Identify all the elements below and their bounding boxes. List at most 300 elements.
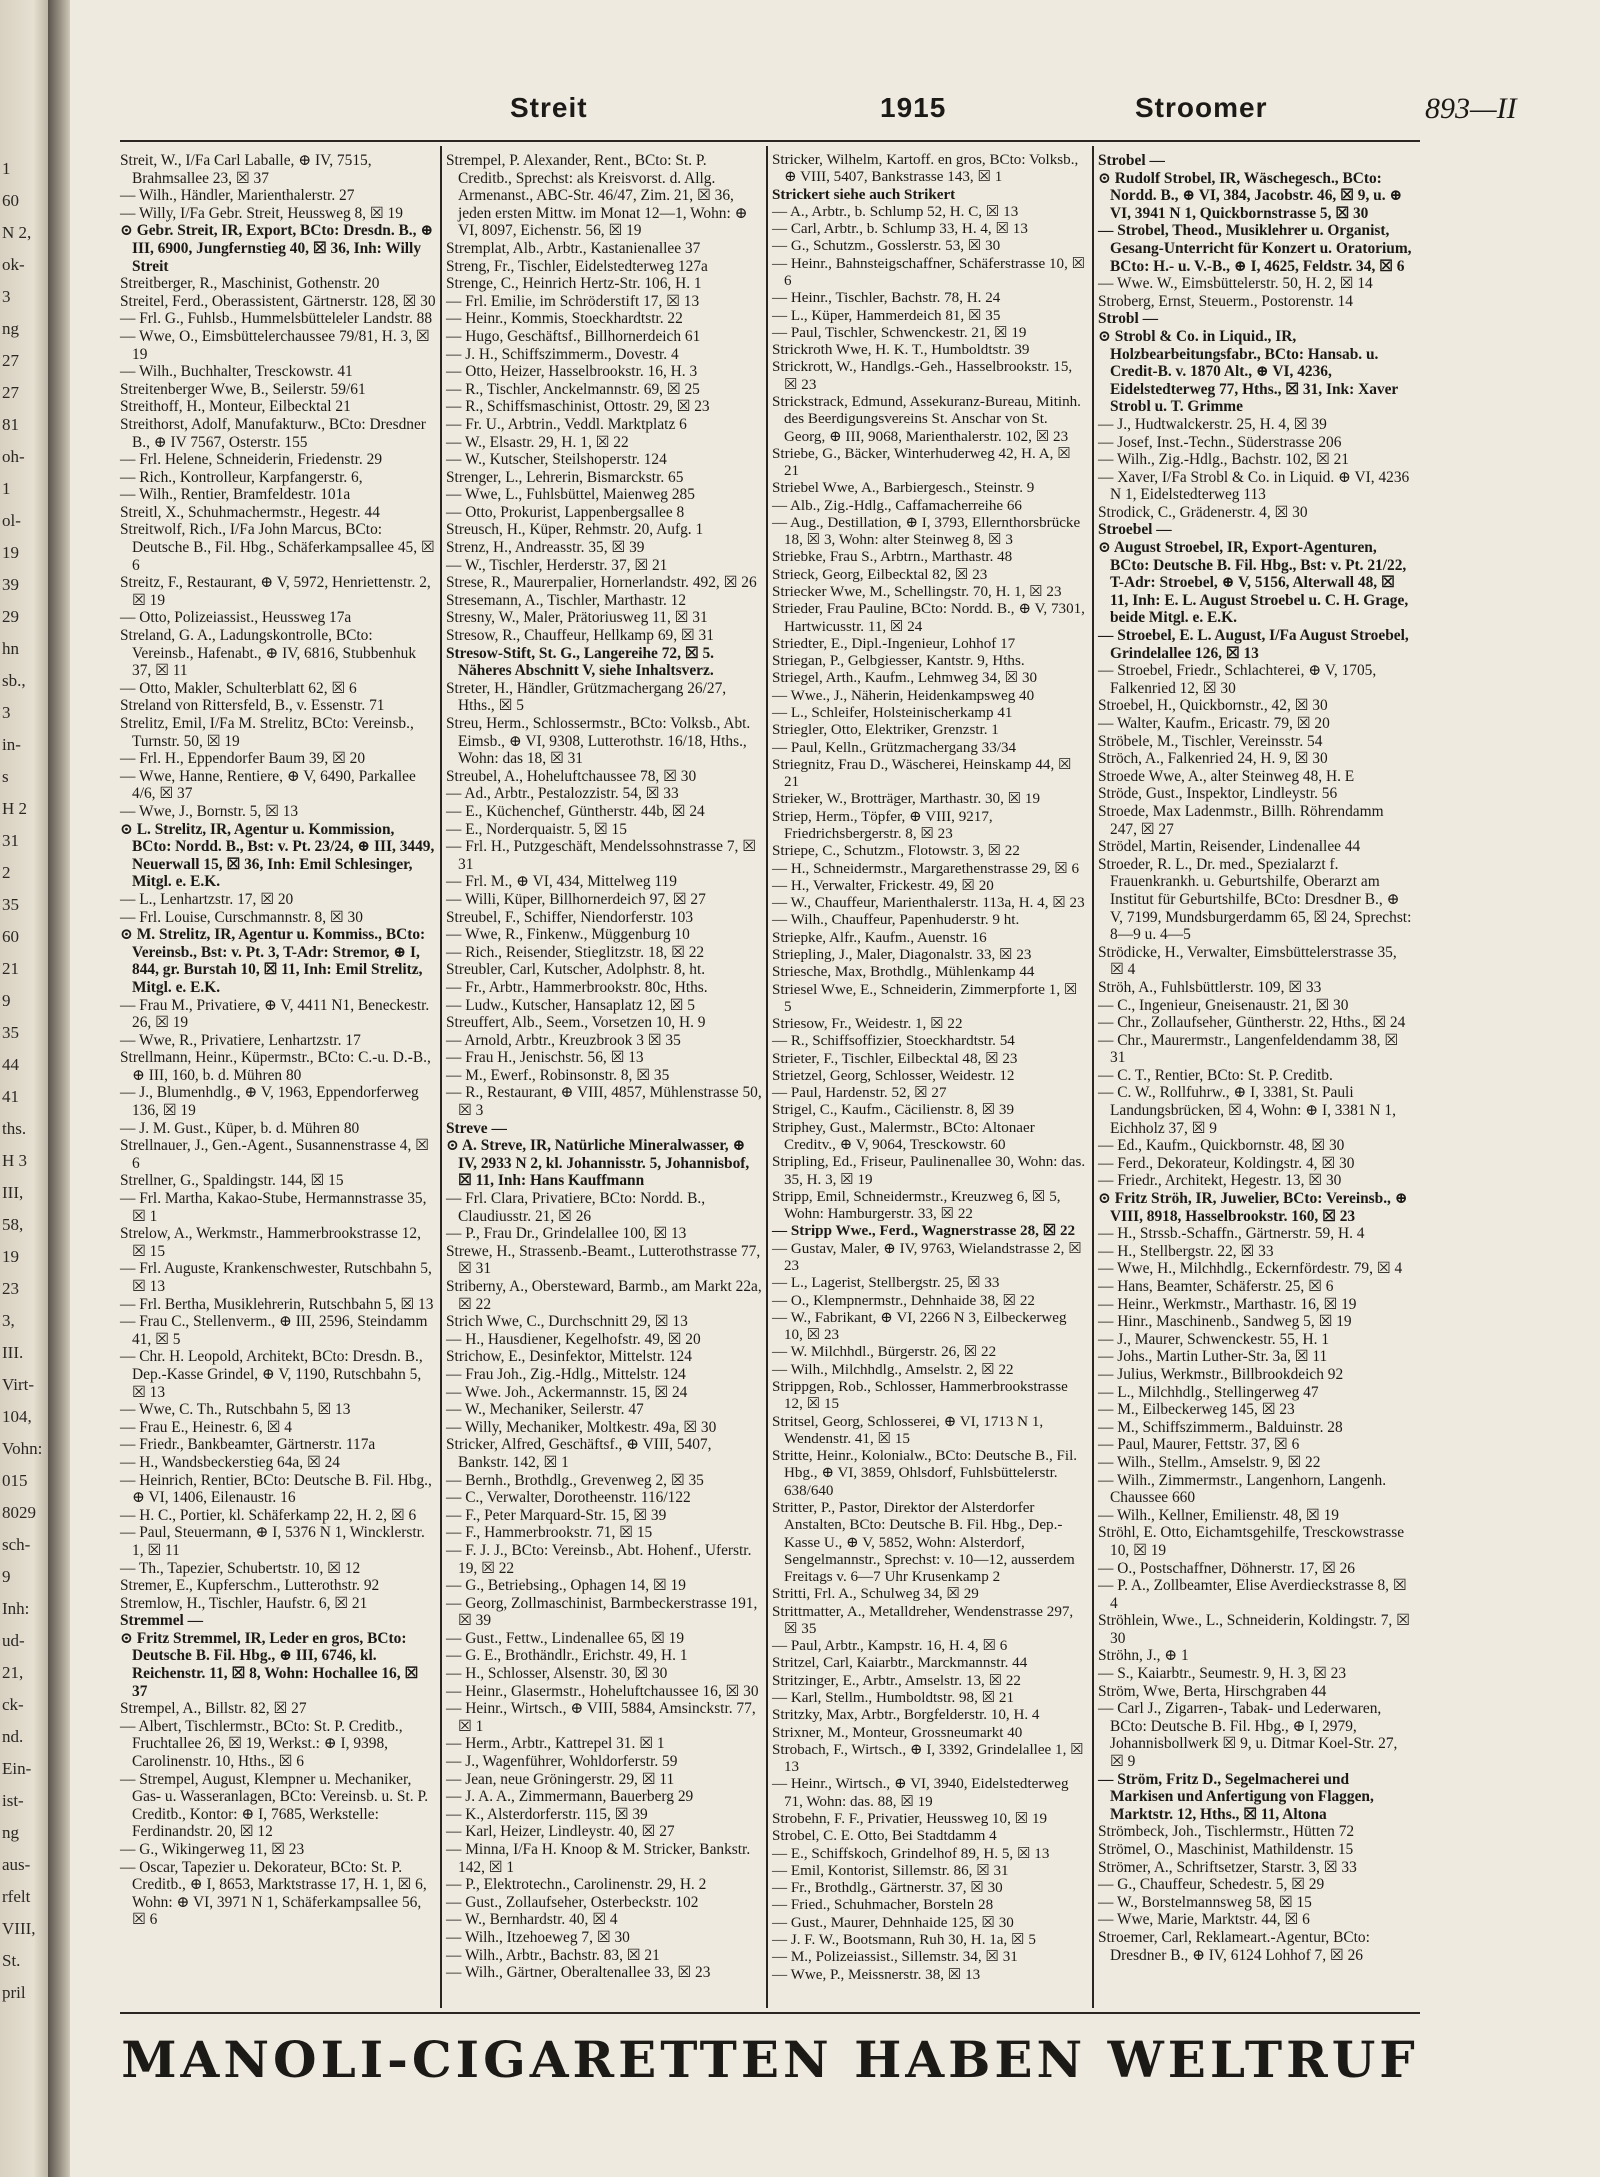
directory-entry: — Heinr., Tischler, Bachstr. 78, H. 24 xyxy=(772,290,1001,307)
column-rule-3 xyxy=(1092,146,1094,2008)
directory-entry: Strewe, H., Strassenb.-Beamt., Lutterothstrasse 77, ☒ 31 xyxy=(446,1242,761,1278)
directory-entry: — Ed., Kaufm., Quickbornstr. 48, ☒ 30 xyxy=(1098,1137,1345,1155)
previous-page-fragment: ok- xyxy=(2,255,25,274)
directory-entry: Strenge, C., Heinrich Hertz-Str. 106, H. 1 xyxy=(446,275,702,293)
directory-entry: — J. M. Gust., Küper, b. d. Mühren 80 xyxy=(120,1119,360,1137)
directory-entry: — Frl. Helene, Schneiderin, Friedenstr. 29 xyxy=(120,451,383,469)
previous-page-fragment: 27 xyxy=(2,383,19,402)
directory-entry: Stripp, Emil, Schneidermstr., Kreuzweg 6, ☒ 5, Wohn: Hamburgerstr. 33, ☒ 22 xyxy=(772,1188,1061,1223)
previous-page-fragment: 60 xyxy=(2,927,19,946)
directory-entry: — Paul, Steuermann, ⊕ I, 5376 N 1, Wincklerstr. 1, ☒ 11 xyxy=(120,1524,425,1559)
directory-entry: — Oscar, Tapezier u. Dekorateur, BCto: St. P. Creditb., ⊕ I, 8653, Marktstrasse 17, H. 1, ☒ 6, Wohn: ⊕ VI, 3971 N 1, Schäferkampsallee 56, ☒ 6 xyxy=(120,1858,427,1929)
directory-entry: — Willy, I/Fa Gebr. Streit, Heussweg 8, ☒ 19 xyxy=(120,204,403,222)
directory-entry: — R., Restaurant, ⊕ VIII, 4857, Mühlenstrasse 50, ☒ 3 xyxy=(446,1084,762,1120)
directory-entry: — F., Hammerbrookstr. 71, ☒ 15 xyxy=(446,1524,653,1542)
directory-entry: Strempel, A., Billstr. 82, ☒ 27 xyxy=(120,1700,307,1718)
directory-entry: Stresow, R., Chauffeur, Hellkamp 69, ☒ 31 xyxy=(446,627,714,645)
directory-entry: — G., Chauffeur, Schedestr. 5, ☒ 29 xyxy=(1098,1876,1325,1894)
directory-entry: — Strobel, Theod., Musiklehrer u. Organist, Gesang-Unterricht für Konzert u. Oratorium, BCto: H.- u. V.-B., ⊕ I, 4625, Feldstr. 34, ☒ 6 xyxy=(1098,222,1412,275)
directory-entry: — Gust., Zollaufseher, Osterbeckstr. 102 xyxy=(446,1893,699,1911)
directory-entry: Ström, Wwe, Berta, Hirschgraben 44 xyxy=(1098,1682,1327,1700)
directory-entry: — Ström, Fritz D., Segelmacherei und Markisen und Anfertigung von Flaggen, Marktstr. 12, Hths., ☒ 11, Altona xyxy=(1098,1770,1374,1823)
directory-entry: — Gust., Maurer, Dehnhaide 125, ☒ 30 xyxy=(772,1914,1014,1931)
directory-entry: Striebke, Frau S., Arbtrn., Marthastr. 48 xyxy=(772,549,1013,566)
directory-entry: Strieder, Frau Pauline, BCto: Nordd. B., ⊕ V, 7301, Hartwicusstr. 11, ☒ 24 xyxy=(772,601,1085,635)
directory-entry: Ströbele, M., Tischler, Vereinsstr. 54 xyxy=(1098,732,1323,750)
previous-page-fragment: 3 xyxy=(2,703,11,722)
directory-entry: Streuffert, Alb., Seem., Vorsetzen 10, H. 9 xyxy=(446,1014,706,1032)
directory-entry: — Rich., Kontrolleur, Karpfangerstr. 6, xyxy=(120,468,363,486)
directory-entry: Striegan, P., Gelbgiesser, Kantstr. 9, Hths. xyxy=(772,653,1025,670)
directory-entry: Stritsel, Georg, Schlosserei, ⊕ VI, 1713 N 1, Wendenstr. 41, ☒ 15 xyxy=(772,1413,1044,1447)
directory-entry: Streubel, F., Schiffer, Niendorferstr. 103 xyxy=(446,908,694,926)
directory-entry: Strietzel, Georg, Schlosser, Weidestr. 12 xyxy=(772,1067,1015,1084)
previous-page-fragment: 35 xyxy=(2,1023,19,1042)
directory-entry: — Frau E., Heinestr. 6, ☒ 4 xyxy=(120,1418,292,1436)
directory-entry: — J., Blumenhdlg., ⊕ V, 1963, Eppendorferweg 136, ☒ 19 xyxy=(120,1084,419,1120)
directory-entry: Strenger, L., Lehrerin, Bismarckstr. 65 xyxy=(446,468,684,486)
previous-page-fragment: 21, xyxy=(2,1663,24,1682)
directory-entry: — Otto, Heizer, Hasselbrookstr. 16, H. 3 xyxy=(446,363,698,381)
column-rule-2 xyxy=(766,146,768,2008)
directory-entry: Streu, Herm., Schlossermstr., BCto: Volksb., Abt. Eimsb., ⊕ VI, 9308, Lutterothstr. 16/18, Hths., Wohn: das 18, ☒ 31 xyxy=(446,715,751,768)
directory-entry: — K., Alsterdorferstr. 115, ☒ 39 xyxy=(446,1805,648,1823)
directory-entry: Stricker, Wilhelm, Kartoff. en gros, BCto: Volksb., ⊕ VIII, 5407, Bankstrasse 143, ☒ 1 xyxy=(772,152,1079,186)
page-number: 893—II xyxy=(1425,92,1517,125)
directory-entry: Stroebel, H., Quickbornstr., 42, ☒ 30 xyxy=(1098,697,1328,715)
directory-entry: Striesow, Fr., Weidestr. 1, ☒ 22 xyxy=(772,1016,963,1033)
directory-entry: Stritti, Frl. A., Schulweg 34, ☒ 29 xyxy=(772,1586,979,1603)
directory-section-heading: Stroebel — xyxy=(1098,521,1172,539)
directory-entry: — G., Wikingerweg 11, ☒ 23 xyxy=(120,1841,305,1858)
directory-entry: Strodick, C., Grädenerstr. 4, ☒ 30 xyxy=(1098,503,1308,521)
directory-entry: Strenz, H., Andreasstr. 35, ☒ 39 xyxy=(446,539,645,557)
directory-entry: — Stroebel, Friedr., Schlachterei, ⊕ V, 1705, Falkenried 12, ☒ 30 xyxy=(1098,662,1377,697)
previous-page-fragment: 9 xyxy=(2,1567,11,1586)
directory-entry: — M., Eilbeckerweg 145, ☒ 23 xyxy=(1098,1401,1295,1419)
directory-entry: — J., Maurer, Schwenckestr. 55, H. 1 xyxy=(1098,1330,1330,1348)
previous-page-fragment: 3, xyxy=(2,1311,15,1330)
directory-entry: — Wwe, C. Th., Rutschbahn 5, ☒ 13 xyxy=(120,1401,351,1419)
previous-page-fragment: 35 xyxy=(2,895,19,914)
directory-entry: Striedter, E., Dipl.-Ingenieur, Lohhof 17 xyxy=(772,635,1016,652)
previous-page-fragment: 8029 xyxy=(2,1503,36,1522)
directory-entry: — H., Stellbergstr. 22, ☒ 33 xyxy=(1098,1242,1274,1260)
directory-entry: — Wwe. W., Eimsbüttelerstr. 50, H. 2, ☒ 14 xyxy=(1098,275,1373,293)
previous-page-fragment: 44 xyxy=(2,1055,19,1074)
directory-entry: Striep, Herm., Töpfer, ⊕ VIII, 9217, Friedrichsbergerstr. 8, ☒ 23 xyxy=(772,808,993,842)
directory-entry: ⊙ A. Streve, IR, Natürliche Mineralwasser, ⊕ IV, 2933 N 2, kl. Johannisstr. 5, Johannisbof, ☒ 11, Inh: Hans Kauffmann xyxy=(446,1137,750,1190)
directory-entry: Stritter, P., Pastor, Direktor der Alsterdorfer Anstalten, BCto: Deutsche B. Fil. Hbg., Dep.-Kasse U., ⊕ V, 5852, Wohn: Alsterdorf, Sengelmannstr., Sprechst: v. 10—12, ausserdem Freitags v. 6—7 Uhr Krusenkamp 2 xyxy=(772,1499,1075,1586)
directory-entry: Strobel, C. E. Otto, Bei Stadtdamm 4 xyxy=(772,1828,997,1845)
directory-entry: — Frl. M., ⊕ VI, 434, Mittelweg 119 xyxy=(446,873,677,891)
directory-entry: Striberny, A., Obersteward, Barmb., am Markt 22a, ☒ 22 xyxy=(446,1278,762,1313)
directory-entry: Streubel, A., Hoheluftchaussee 78, ☒ 30 xyxy=(446,767,697,785)
previous-page-fragment: ng xyxy=(2,319,19,338)
directory-entry: — Frl. Clara, Privatiere, BCto: Nordd. B., Claudiusstr. 21, ☒ 26 xyxy=(446,1190,706,1225)
directory-entry: — J., Wagenführer, Wohldorferstr. 59 xyxy=(446,1753,678,1771)
directory-entry: — L., Lenhartzstr. 17, ☒ 20 xyxy=(120,890,294,908)
directory-entry: — Heinrich, Rentier, BCto: Deutsche B. Fil. Hbg., ⊕ VI, 1406, Eilenaustr. 16 xyxy=(120,1471,432,1507)
directory-entry: Strellnauer, J., Gen.-Agent., Susannenstrasse 4, ☒ 6 xyxy=(120,1137,429,1172)
previous-page-fragment: 104, xyxy=(2,1407,32,1426)
directory-entry: — Emil, Kontorist, Sillemstr. 86, ☒ 31 xyxy=(772,1862,1009,1879)
directory-entry: — L., Milchhdlg., Stellingerweg 47 xyxy=(1098,1383,1319,1401)
previous-page-fragment: Ein- xyxy=(2,1759,32,1778)
directory-entry: — Frl. H., Eppendorfer Baum 39, ☒ 20 xyxy=(120,750,366,768)
previous-page-fragment: III. xyxy=(2,1343,24,1362)
directory-entry: — F. J. J., BCto: Vereinsb., Abt. Hohenf., Uferstr. 19, ☒ 22 xyxy=(446,1541,752,1577)
directory-entry: — Karl, Stellm., Humboldtstr. 98, ☒ 21 xyxy=(772,1690,1015,1707)
previous-page-fragment: H 3 xyxy=(2,1151,28,1170)
previous-page-fragment: 2 xyxy=(2,863,11,882)
previous-page-fragment: pril xyxy=(2,1983,26,2002)
directory-entry: — Heinr., Wirtsch., ⊕ VI, 3940, Eidelstedterweg 71, Wohn: das. 88, ☒ 19 xyxy=(772,1776,1069,1810)
directory-entry: — Wwe, R., Finkenw., Müggenburg 10 xyxy=(446,926,690,944)
directory-entry: — Johs., Martin Luther-Str. 3a, ☒ 11 xyxy=(1098,1348,1328,1366)
directory-entry: — Th., Tapezier, Schubertstr. 10, ☒ 12 xyxy=(120,1559,361,1577)
directory-entry: — C., Ingenieur, Gneisenaustr. 21, ☒ 30 xyxy=(1098,996,1349,1014)
directory-entry: Strieker, W., Brotträger, Marthastr. 30, ☒ 19 xyxy=(772,791,1041,808)
previous-page-fragment: sch- xyxy=(2,1535,31,1554)
directory-entry: Stritzinger, E., Arbtr., Amselstr. 13, ☒ 22 xyxy=(772,1672,1021,1689)
previous-page-fragment: ck- xyxy=(2,1695,24,1714)
directory-entry: — Frl. Louise, Curschmannstr. 8, ☒ 30 xyxy=(120,908,363,926)
directory-entry: Streitz, F., Restaurant, ⊕ V, 5972, Henriettenstr. 2, ☒ 19 xyxy=(120,574,431,609)
directory-entry: Strömel, O., Maschinist, Mathildenstr. 15 xyxy=(1098,1841,1354,1858)
directory-entry: — G., Betriebsing., Ophagen 14, ☒ 19 xyxy=(446,1577,686,1595)
directory-entry: ⊙ Rudolf Strobel, IR, Wäschegesch., BCto: Nordd. B., ⊕ VI, 384, Jacobstr. 46, ☒ 9, u. ⊕ VI, 3941 N 1, Quickbornstrasse 5, ☒ 30 xyxy=(1098,169,1403,222)
directory-entry: ⊙ L. Strelitz, IR, Agentur u. Kommission, BCto: Nordd. B., Bst: v. Pt. 23/24, ⊕ III, 3449, Neuerwall 15, ☒ 36, Inh: Emil Schlesinger, Mitgl. e. E.K. xyxy=(120,820,435,891)
directory-entry: — Wwe. Joh., Ackermannstr. 15, ☒ 24 xyxy=(446,1383,688,1401)
directory-entry: — Wilh., Arbtr., Bachstr. 83, ☒ 21 xyxy=(446,1946,660,1964)
previous-page-fragment: in- xyxy=(2,735,21,754)
directory-entry: Striesche, Max, Brothdlg., Mühlenkamp 44 xyxy=(772,964,1035,981)
directory-entry: — Jean, neue Gröningerstr. 29, ☒ 11 xyxy=(446,1770,675,1788)
directory-entry: Strelitz, Emil, I/Fa M. Strelitz, BCto: Vereinsb., Turnstr. 50, ☒ 19 xyxy=(120,715,414,750)
directory-entry: — Georg, Zollmaschinist, Barmbeckerstrasse 191, ☒ 39 xyxy=(446,1594,758,1630)
directory-entry: — Friedr., Bankbeamter, Gärtnerstr. 117a xyxy=(120,1436,376,1454)
directory-entry: — J. H., Schiffszimmerm., Dovestr. 4 xyxy=(446,345,679,363)
previous-page-edge xyxy=(0,0,48,2177)
directory-entry: Streitenberger Wwe, B., Seilerstr. 59/61 xyxy=(120,380,366,398)
previous-page-fragment: 60 xyxy=(2,191,19,210)
directory-entry: — H., Verwalter, Frickestr. 49, ☒ 20 xyxy=(772,877,994,894)
previous-page-fragment: 27 xyxy=(2,351,19,370)
directory-entry: — Heinr., Glasermstr., Hoheluftchaussee 16, ☒ 30 xyxy=(446,1682,759,1700)
directory-entry: — Wilh., Stellm., Amselstr. 9, ☒ 22 xyxy=(1098,1453,1321,1471)
directory-entry: — Julius, Werkmstr., Billbrookdeich 92 xyxy=(1098,1365,1344,1383)
book-gutter xyxy=(48,0,70,2177)
directory-entry: — J., Hudtwalckerstr. 25, H. 4, ☒ 39 xyxy=(1098,415,1327,433)
directory-entry: — O., Postschaffner, Döhnerstr. 17, ☒ 26 xyxy=(1098,1559,1355,1577)
previous-page-fragment: nd. xyxy=(2,1727,24,1746)
directory-entry: Streland, G. A., Ladungskontrolle, BCto: Vereinsb., Hafenabt., ⊕ IV, 6816, Stubbenhuk 37, ☒ 11 xyxy=(120,627,417,680)
directory-entry: — C. W., Rollfuhrw., ⊕ I, 3381, St. Pauli Landungsbrücken, ☒ 4, Wohn: ⊕ I, 3381 N 1, Eichholz 37, ☒ 9 xyxy=(1098,1084,1396,1137)
directory-entry: Strich Wwe, C., Durchschnitt 29, ☒ 13 xyxy=(446,1313,688,1331)
previous-page-fragment: 19 xyxy=(2,1247,19,1266)
directory-entry: Stresny, W., Maler, Prätoriusweg 11, ☒ 31 xyxy=(446,609,708,627)
directory-entry: — W., Tischler, Herderstr. 37, ☒ 21 xyxy=(446,556,668,574)
directory-entry: — L., Lagerist, Stellbergstr. 25, ☒ 33 xyxy=(772,1275,1000,1292)
directory-entry: — M., Ewerf., Robinsonstr. 8, ☒ 35 xyxy=(446,1066,670,1084)
directory-section-heading: Strobl — xyxy=(1098,310,1159,328)
directory-entry: Strigel, C., Kaufm., Cäcilienstr. 8, ☒ 39 xyxy=(772,1102,1015,1119)
directory-entry: Striegel, Arth., Kaufm., Lehmweg 34, ☒ 30 xyxy=(772,670,1038,687)
directory-entry: — Frl. Auguste, Krankenschwester, Rutschbahn 5, ☒ 13 xyxy=(120,1260,432,1295)
previous-page-fragment: 1 xyxy=(2,159,11,178)
directory-entry: — Fr., Arbtr., Hammerbrookstr. 80c, Hths. xyxy=(446,978,708,996)
directory-entry: Ströh, A., Fuhlsbüttlerstr. 109, ☒ 33 xyxy=(1098,978,1322,996)
directory-entry: — Hinr., Maschinenb., Sandweg 5, ☒ 19 xyxy=(1098,1313,1352,1331)
directory-entry: — E., Schiffskoch, Grindelhof 89, H. 5, ☒ 13 xyxy=(772,1845,1050,1862)
directory-entry: — Willi, Küper, Billhornerdeich 97, ☒ 27 xyxy=(446,890,706,908)
directory-entry: — R., Tischler, Anckelmannstr. 69, ☒ 25 xyxy=(446,380,700,398)
directory-entry: Streitwolf, Rich., I/Fa John Marcus, BCto: Deutsche B., Fil. Hbg., Schäferkampsallee 45, ☒ 6 xyxy=(120,521,435,574)
directory-entry: — Heinr., Bahnsteigschaffner, Schäferstrasse 10, ☒ 6 xyxy=(772,255,1086,289)
directory-entry: ⊙ Fritz Stremmel, IR, Leder en gros, BCto: Deutsche B. Fil. Hbg., ⊕ III, 6746, kl. Reichenstr. 11, ☒ 8, Wohn: Hochallee 16, ☒ 37 xyxy=(120,1629,419,1700)
directory-entry: — Hans, Beamter, Schäferstr. 25, ☒ 6 xyxy=(1098,1278,1334,1295)
directory-entry: — Wwe., J., Näherin, Heidenkampsweg 40 xyxy=(772,687,1035,704)
advertisement-banner: MANOLI-CIGARETTEN HABEN WELTRUF xyxy=(121,2030,1419,2089)
previous-page-fragment: Virt- xyxy=(2,1375,35,1394)
directory-entry: Striegler, Otto, Elektriker, Grenzstr. 1 xyxy=(772,722,999,739)
directory-entry: — W., Elsastr. 29, H. 1, ☒ 22 xyxy=(446,433,629,451)
directory-entry: — Aug., Destillation, ⊕ I, 3793, Ellernthorsbrücke 18, ☒ 3, Wohn: alter Steinweg 8, ☒ 3 xyxy=(772,514,1081,549)
directory-entry: Stremplat, Alb., Arbtr., Kastanienallee 37 xyxy=(446,239,701,257)
directory-entry: Strellmann, Heinr., Küpermstr., BCto: C.-u. D.-B., ⊕ III, 160, b. d. Mühren 80 xyxy=(120,1049,431,1084)
directory-entry: Striebe, G., Bäcker, Winterhuderweg 42, H. A, ☒ 21 xyxy=(772,445,1071,480)
directory-entry: — W., Kutscher, Steilshoperstr. 124 xyxy=(446,451,667,469)
directory-entry: Strömbeck, Joh., Tischlermstr., Hütten 72 xyxy=(1098,1823,1355,1841)
directory-entry: — Carl, Arbtr., b. Schlump 33, H. 4, ☒ 13 xyxy=(772,221,1028,238)
directory-entry: — W., Chauffeur, Marienthalerstr. 113a, H. 4, ☒ 23 xyxy=(772,895,1085,912)
directory-entry: — Frl. Bertha, Musiklehrerin, Rutschbahn 5, ☒ 13 xyxy=(120,1295,434,1313)
directory-entry: — Wwe, R., Privatiere, Lenhartzstr. 17 xyxy=(120,1031,361,1049)
directory-entry: Ströde, Gust., Inspektor, Lindleystr. 56 xyxy=(1098,785,1338,803)
header-last-name: Stroomer xyxy=(1135,92,1268,123)
previous-page-fragment: 58, xyxy=(2,1215,24,1234)
directory-entry: — Wilh., Itzehoeweg 7, ☒ 30 xyxy=(446,1928,630,1946)
directory-entry: — Otto, Makler, Schulterblatt 62, ☒ 6 xyxy=(120,679,357,697)
directory-entry: Streithorst, Adolf, Manufakturw., BCto: Dresdner B., ⊕ IV 7567, Osterstr. 155 xyxy=(120,415,426,451)
directory-entry: — Wwe, H., Milchhdlg., Eckernfördestr. 79, ☒ 4 xyxy=(1098,1260,1403,1278)
directory-entry: Strödel, Martin, Reisender, Lindenallee 44 xyxy=(1098,838,1361,856)
directory-entry: — Chr. H. Leopold, Architekt, BCto: Dresdn. B., Dep.-Kasse Grindel, ⊕ V, 1190, Rutschbahn 5, ☒ 13 xyxy=(120,1348,423,1401)
directory-entry: Ströhl, E. Otto, Eichamtsgehilfe, Tresckowstrasse 10, ☒ 19 xyxy=(1098,1524,1405,1559)
previous-page-fragment: N 2, xyxy=(2,223,32,242)
directory-entry: Stritte, Heinr., Kolonialw., BCto: Deutsche B., Fil. Hbg., ⊕ VI, 3859, Ohlsdorf, Fuhlsbüttelerstr. 638/640 xyxy=(772,1448,1078,1499)
directory-entry: — Frl. H., Putzgeschäft, Mendelssohnstrasse 7, ☒ 31 xyxy=(446,838,757,873)
directory-entry: — W., Borstelmannsweg 58, ☒ 15 xyxy=(1098,1893,1312,1911)
directory-entry: Striepling, J., Maler, Diagonalstr. 33, ☒ 23 xyxy=(772,946,1032,963)
directory-entry: — Xaver, I/Fa Strobl & Co. in Liquid. ⊕ VI, 4236 N 1, Eidelstedterweg 113 xyxy=(1098,468,1410,504)
directory-entry: — Otto, Polizeiassist., Heussweg 17a xyxy=(120,609,352,627)
previous-page-fragment: ud- xyxy=(2,1631,25,1650)
column-rule-1 xyxy=(440,146,442,2008)
directory-entry: Strichow, E., Desinfektor, Mittelstr. 124 xyxy=(446,1348,692,1366)
directory-entry: — H. C., Portier, kl. Schäferkamp 22, H. 2, ☒ 6 xyxy=(120,1506,417,1524)
directory-entry: — L., Küper, Hammerdeich 81, ☒ 35 xyxy=(772,307,1001,324)
directory-entry: — Carl J., Zigarren-, Tabak- und Lederwaren, BCto: Deutsche B. Fil. Hbg., ⊕ I, 2979, Johannisbollwerk ☒ 9, u. Ditmar Koel-Str. 27, ☒ 9 xyxy=(1098,1700,1398,1771)
directory-entry: Stremer, E., Kupferschm., Lutterothstr. 92 xyxy=(120,1577,380,1595)
directory-entry: Stresemann, A., Tischler, Marthastr. 12 xyxy=(446,591,687,609)
header-first-name: Streit xyxy=(510,92,588,123)
directory-entry: Ströhlein, Wwe., L., Schneiderin, Koldingstr. 7, ☒ 30 xyxy=(1098,1612,1410,1647)
directory-entry: — G., Schutzm., Gosslerstr. 53, ☒ 30 xyxy=(772,238,1001,255)
directory-entry: ⊙ August Stroebel, IR, Export-Agenturen, BCto: Deutsche B. Fil. Hbg., Bst: v. Pt. 21/22, T-Adr: Stroebel, ⊕ V, 5156, Alterwall 48, ☒ 11, Inh: E. L. August Stroebel u. C. H. Grage, beide Mitgl. e. E.K. xyxy=(1098,539,1409,627)
directory-entry: Streter, H., Händler, Grützmachergang 26/27, Hths., ☒ 5 xyxy=(446,679,727,715)
directory-entry: — Stripp Wwe., Ferd., Wagnerstrasse 28, ☒ 22 xyxy=(772,1223,1076,1240)
directory-entry: — Hugo, Geschäftsf., Billhornerdeich 61 xyxy=(446,327,701,345)
directory-entry: Stroemer, Carl, Reklameart.-Agentur, BCto: Dresdner B., ⊕ IV, 6124 Lohhof 7, ☒ 26 xyxy=(1098,1928,1370,1964)
directory-entry: Strelow, A., Werkmstr., Hammerbrookstrasse 12, ☒ 15 xyxy=(120,1225,421,1260)
column-1 xyxy=(120,152,436,1929)
directory-entry: — Wwe, P., Meissnerstr. 38, ☒ 13 xyxy=(772,1966,981,1983)
directory-entry: — Wilh., Zig.-Hdlg., Bachstr. 102, ☒ 21 xyxy=(1098,451,1350,469)
directory-section-heading: Stremmel — xyxy=(120,1612,204,1630)
directory-entry: — Otto, Prokurist, Lappenbergsallee 8 xyxy=(446,503,685,521)
previous-page-fragment: hn xyxy=(2,639,19,658)
directory-entry: Striecker Wwe, M., Schellingstr. 70, H. 1, ☒ 23 xyxy=(772,584,1062,601)
footer-rule xyxy=(120,2012,1420,2014)
directory-entry: Strittmatter, A., Metalldreher, Wendenstrasse 297, ☒ 35 xyxy=(772,1603,1074,1637)
directory-entry: — Wilh., Zimmermstr., Langenhorn, Langenh. Chaussee 660 xyxy=(1098,1471,1387,1507)
directory-entry: Strickrott, W., Handlgs.-Geh., Hasselbrookstr. 15, ☒ 23 xyxy=(772,359,1073,393)
directory-entry: — Strempel, August, Klempner u. Mechaniker, Gas- u. Wasseranlagen, BCto: Vereinsb. u. St. P. Creditb., Kontor: ⊕ I, 7685, Werkstelle: Ferdinandstr. 20, ☒ 12 xyxy=(120,1770,429,1841)
directory-entry: — Arnold, Arbtr., Kreuzbrook 3 ☒ 35 xyxy=(446,1031,681,1049)
directory-entry: — Gustav, Maler, ⊕ IV, 9763, Wielandstrasse 2, ☒ 23 xyxy=(772,1240,1082,1274)
directory-entry: Stritzel, Carl, Kaiarbtr., Marckmannstr. 44 xyxy=(772,1655,1028,1672)
directory-entry: — Paul, Kelln., Grützmachergang 33/34 xyxy=(772,739,1017,756)
directory-entry: Strobehn, F. F., Privatier, Heussweg 10, ☒ 19 xyxy=(772,1811,1048,1827)
previous-page-fragment: III, xyxy=(2,1183,24,1202)
directory-entry: — P., Frau Dr., Grindelallee 100, ☒ 13 xyxy=(446,1225,687,1243)
directory-entry: — W., Fabrikant, ⊕ VI, 2266 N 3, Eilbeckerweg 10, ☒ 23 xyxy=(772,1309,1067,1344)
directory-entry: — Wilh., Milchhdlg., Amselstr. 2, ☒ 22 xyxy=(772,1361,1014,1378)
directory-entry: — Karl, Heizer, Lindleystr. 40, ☒ 27 xyxy=(446,1823,675,1841)
directory-entry: Streubler, Carl, Kutscher, Adolphstr. 8, ht. xyxy=(446,961,706,979)
directory-entry: Striebel Wwe, A., Barbiergesch., Steinstr. 9 xyxy=(772,480,1035,497)
directory-entry: — Herm., Arbtr., Kattrepel 31. ☒ 1 xyxy=(446,1735,665,1753)
previous-page-fragment: 23 xyxy=(2,1279,19,1298)
directory-entry: — M., Polizeiassist., Sillemstr. 34, ☒ 31 xyxy=(772,1949,1018,1966)
directory-entry: ⊙ Gebr. Streit, IR, Export, BCto: Dresdn. B., ⊕ III, 6900, Jungfernstieg 40, ☒ 36, Inh: Willy Streit xyxy=(120,222,434,275)
directory-entry: Stroede, Max Ladenmstr., Billh. Röhrendamm 247, ☒ 27 xyxy=(1098,802,1384,838)
directory-entry: — Ludw., Kutscher, Hansaplatz 12, ☒ 5 xyxy=(446,996,695,1014)
previous-page-fragment: sb., xyxy=(2,671,26,690)
directory-entry: Strieter, F., Tischler, Eilbecktal 48, ☒ 23 xyxy=(772,1050,1018,1067)
directory-entry: Strickstrack, Edmund, Assekuranz-Bureau, Mitinh. des Beerdigungsvereins St. Anschar von St. Georg, ⊕ III, 9068, Marienthalerstr. 102, ☒ 23 xyxy=(772,393,1081,445)
directory-entry: Striepe, C., Schutzm., Flotowstr. 3, ☒ 22 xyxy=(772,843,1020,860)
directory-entry: — S., Kaiarbtr., Seumestr. 9, H. 3, ☒ 23 xyxy=(1098,1665,1347,1683)
directory-entry: — M., Schiffszimmerm., Balduinstr. 28 xyxy=(1098,1418,1343,1436)
directory-entry: Striesel Wwe, E., Schneiderin, Zimmerpforte 1, ☒ 5 xyxy=(772,981,1078,1015)
directory-entry: — Josef, Inst.-Techn., Süderstrasse 206 xyxy=(1098,433,1342,451)
directory-entry: — Paul, Maurer, Fettstr. 37, ☒ 6 xyxy=(1098,1436,1300,1454)
directory-entry: — Paul, Hardenstr. 52, ☒ 27 xyxy=(772,1085,947,1102)
directory-entry: — Bernh., Brothdlg., Grevenweg 2, ☒ 35 xyxy=(446,1471,704,1489)
directory-entry: — J. F. W., Bootsmann, Ruh 30, H. 1a, ☒ 5 xyxy=(772,1931,1036,1948)
previous-page-fragment: 015 xyxy=(2,1471,28,1490)
directory-entry: — Wilh., Gärtner, Oberaltenallee 33, ☒ 23 xyxy=(446,1964,711,1982)
directory-entry: — H., Wandsbeckerstieg 64a, ☒ 24 xyxy=(120,1453,340,1471)
directory-entry: Stritzky, Max, Arbtr., Borgfelderstr. 10, H. 4 xyxy=(772,1707,1040,1724)
directory-entry: — G. E., Brothändlr., Erichstr. 49, H. 1 xyxy=(446,1647,688,1665)
header-rule xyxy=(120,140,1420,142)
column-2 xyxy=(446,152,762,1982)
directory-entry: — Frau M., Privatiere, ⊕ V, 4411 N1, Beneckestr. 26, ☒ 19 xyxy=(120,996,430,1032)
previous-page-fragment: 3 xyxy=(2,287,11,306)
directory-entry: — E., Norderquaistr. 5, ☒ 15 xyxy=(446,820,627,838)
directory-entry: — Minna, I/Fa H. Knoop & M. Stricker, Bankstr. 142, ☒ 1 xyxy=(446,1841,751,1876)
previous-page-fragment: 81 xyxy=(2,415,19,434)
directory-entry: Ströch, A., Falkenried 24, H. 9, ☒ 30 xyxy=(1098,750,1328,768)
directory-entry: Streithoff, H., Monteur, Eilbecktal 21 xyxy=(120,398,351,416)
running-header xyxy=(120,92,1517,132)
directory-entry: ⊙ Strobl & Co. in Liquid., IR, Holzbearbeitungsfabr., BCto: Hansab. u. Credit-B. v. 1870 Alt., ⊕ VI, 4236, Eidelstedterweg 77, Hths., ☒ 31, Ink: Xaver Strobl u. T. Grimme xyxy=(1098,327,1398,416)
directory-entry: — Heinr., Kommis, Stoeckhardtstr. 22 xyxy=(446,310,683,328)
directory-entry: — Wilh., Chauffeur, Papenhuderstr. 9 ht. xyxy=(772,912,1020,929)
directory-entry: — Alb., Zig.-Hdlg., Caffamacherreihe 66 xyxy=(772,497,1022,514)
directory-entry: — H., Strssb.-Schaffn., Gärtnerstr. 59, H. 4 xyxy=(1098,1225,1365,1243)
directory-entry: Strödicke, H., Verwalter, Eimsbüttelerstrasse 35, ☒ 4 xyxy=(1098,943,1397,979)
directory-entry: — Wilh., Händler, Marienthalerstr. 27 xyxy=(120,187,355,205)
previous-page-fragment: VIII, xyxy=(2,1919,36,1938)
previous-page-fragment: ist- xyxy=(2,1791,24,1810)
directory-entry: — W., Bernhardstr. 40, ☒ 4 xyxy=(446,1911,618,1929)
directory-entry: — Friedr., Architekt, Hegestr. 13, ☒ 30 xyxy=(1098,1172,1342,1190)
directory-entry: Striepke, Alfr., Kaufm., Auenstr. 16 xyxy=(772,929,987,946)
directory-entry: — Wwe, O., Eimsbüttelerchaussee 79/81, H. 3, ☒ 19 xyxy=(120,327,430,363)
directory-section-heading: Streve — xyxy=(446,1119,507,1137)
directory-entry: Streitl, X., Schuhmachermstr., Hegestr. 44 xyxy=(120,503,380,521)
directory-entry: — Rich., Reisender, Stieglitzstr. 18, ☒ 22 xyxy=(446,943,705,961)
column-4 xyxy=(1098,152,1414,1964)
previous-page-fragment: 9 xyxy=(2,991,11,1010)
directory-entry: Strese, R., Maurerpalier, Hornerlandstr. 492, ☒ 26 xyxy=(446,574,757,592)
directory-entry: — Gust., Fettw., Lindenallee 65, ☒ 19 xyxy=(446,1629,685,1647)
directory-entry: — Chr., Zollaufseher, Güntherstr. 22, Hths., ☒ 24 xyxy=(1098,1014,1406,1032)
directory-entry: — Walter, Kaufm., Ericastr. 79, ☒ 20 xyxy=(1098,715,1330,732)
directory-entry: — A., Arbtr., b. Schlump 52, H. C, ☒ 13 xyxy=(772,203,1019,220)
directory-entry: — R., Schiffsoffizier, Stoeckhardtstr. 54 xyxy=(772,1033,1015,1050)
directory-entry: Strickert siehe auch Strikert xyxy=(772,186,956,203)
previous-page-fragment: 19 xyxy=(2,543,19,562)
directory-entry: — R., Schiffsmaschinist, Ottostr. 29, ☒ 23 xyxy=(446,398,710,416)
previous-page-fragment: s xyxy=(2,767,9,786)
directory-entry: — Wwe, Marie, Marktstr. 44, ☒ 6 xyxy=(1098,1911,1310,1929)
previous-page-fragment: aus- xyxy=(2,1855,31,1874)
directory-entry: — Frau Joh., Zig.-Hdlg., Mittelstr. 124 xyxy=(446,1365,686,1383)
directory-entry: Ströhn, J., ⊕ 1 xyxy=(1098,1647,1189,1665)
directory-entry: — O., Klempnermstr., Dehnhaide 38, ☒ 22 xyxy=(772,1292,1035,1309)
previous-page-fragment: H 2 xyxy=(2,799,28,818)
directory-entry: — W., Mechaniker, Seilerstr. 47 xyxy=(446,1401,644,1419)
previous-page-fragment: 1 xyxy=(2,479,11,498)
directory-entry: — Wilh., Rentier, Bramfeldestr. 101a xyxy=(120,486,351,504)
directory-entry: — E., Küchenchef, Güntherstr. 44b, ☒ 24 xyxy=(446,802,705,820)
directory-entry: — Wilh., Kellner, Emilienstr. 48, ☒ 19 xyxy=(1098,1506,1339,1524)
directory-entry: Strieck, Georg, Eilbecktal 82, ☒ 23 xyxy=(772,566,988,583)
directory-entry: — C. T., Rentier, BCto: St. P. Creditb. xyxy=(1098,1066,1333,1084)
directory-entry: Stricker, Alfred, Geschäftsf., ⊕ VIII, 5407, Bankstr. 142, ☒ 1 xyxy=(446,1436,712,1471)
directory-entry: Strömer, A., Schriftsetzer, Starstr. 3, ☒ 33 xyxy=(1098,1858,1357,1876)
directory-entry: — W. Milchhdl., Bürgerstr. 26, ☒ 22 xyxy=(772,1344,997,1361)
directory-entry: Stripling, Ed., Friseur, Paulinenallee 30, Wohn: das. 35, H. 3, ☒ 19 xyxy=(772,1154,1086,1188)
directory-entry: — H., Schlosser, Alsenstr. 30, ☒ 30 xyxy=(446,1665,668,1683)
directory-entry: — Willy, Mechaniker, Moltkestr. 49a, ☒ 30 xyxy=(446,1418,717,1436)
